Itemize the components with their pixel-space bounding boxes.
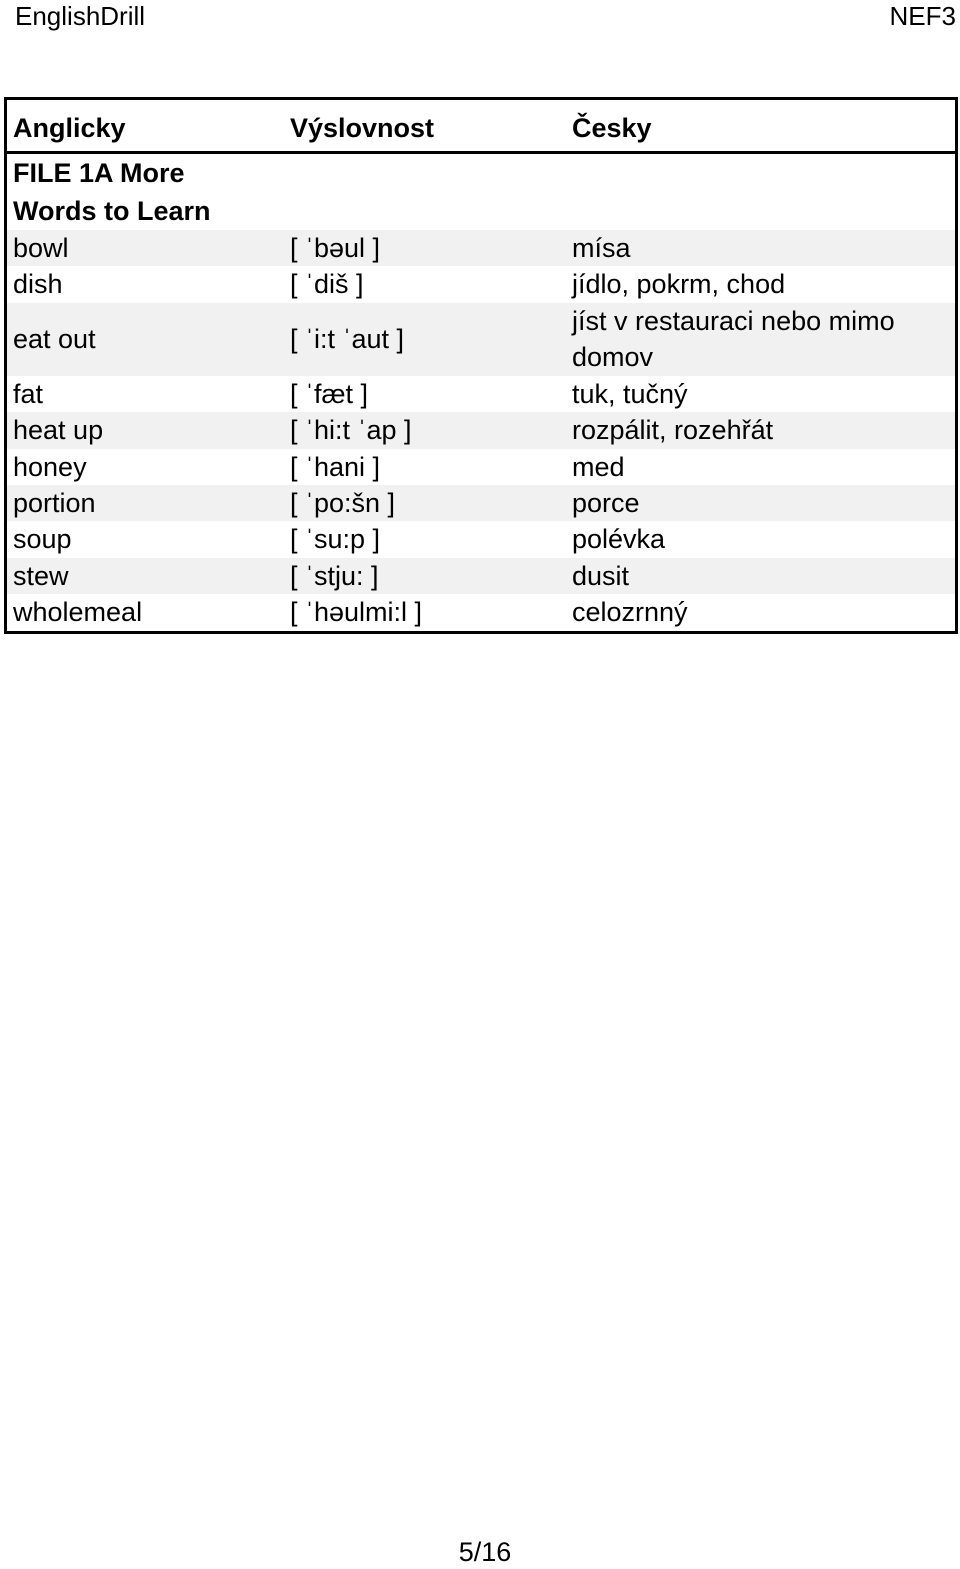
czech-translation: jídlo, pokrm, chod <box>572 269 786 300</box>
english-word: heat up <box>13 415 104 446</box>
czech-translation: celozrnný <box>572 597 688 628</box>
pronunciation: [ ˈhi:t ˈap ] <box>290 415 412 446</box>
column-header-czech: Česky <box>572 113 652 143</box>
table-row <box>7 449 955 485</box>
column-header-english: Anglicky <box>13 113 126 143</box>
czech-translation: mísa <box>572 233 631 263</box>
czech-translation: dusit <box>572 560 630 591</box>
pronunciation: [ ˈbəul ] <box>290 233 381 263</box>
pronunciation: [ ˈi:t ˈaut ] <box>290 323 405 354</box>
section-title-line-2: Words to Learn <box>13 196 211 226</box>
czech-translation: tuk, tučný <box>572 378 688 409</box>
pronunciation: [ ˈpo:šn ] <box>290 487 396 518</box>
czech-translation: jíst v restauraci nebo mimo domov <box>572 305 895 372</box>
pronunciation: [ ˈhani ] <box>290 451 381 482</box>
section-title-line-1: FILE 1A More <box>13 158 185 188</box>
table-row <box>7 303 955 376</box>
table-row <box>7 594 955 630</box>
section-title <box>7 154 955 230</box>
english-word: dish <box>13 269 63 300</box>
czech-translation: med <box>572 451 625 482</box>
english-word: fat <box>13 378 44 409</box>
pronunciation: [ ˈhəulmi:l ] <box>290 597 423 628</box>
book-code: NEF3 <box>889 1 956 31</box>
table-row <box>7 266 955 302</box>
english-word: stew <box>13 560 69 591</box>
page-number: 5/16 <box>458 1537 512 1567</box>
table-row <box>7 230 955 266</box>
table-row <box>7 376 955 412</box>
pronunciation: [ ˈsu:p ] <box>290 524 381 555</box>
english-word: soup <box>13 524 72 555</box>
czech-translation: polévka <box>572 524 666 555</box>
table-row <box>7 521 955 557</box>
pronunciation: [ ˈstju: ] <box>290 560 379 591</box>
english-word: honey <box>13 451 87 482</box>
english-word: bowl <box>13 233 69 263</box>
table-row <box>7 485 955 521</box>
table-row <box>7 412 955 448</box>
english-word: wholemeal <box>13 597 143 628</box>
pronunciation: [ ˈfæt ] <box>290 378 369 409</box>
table-header <box>7 100 955 154</box>
column-header-pronunciation: Výslovnost <box>290 113 435 143</box>
czech-translation: porce <box>572 487 640 518</box>
english-word: eat out <box>13 323 96 354</box>
czech-translation: rozpálit, rozehřát <box>572 415 774 446</box>
table-row <box>7 558 955 594</box>
app-title: EnglishDrill <box>15 1 146 31</box>
pronunciation: [ ˈdiš ] <box>290 269 364 300</box>
english-word: portion <box>13 487 96 518</box>
vocabulary-table <box>4 97 958 634</box>
